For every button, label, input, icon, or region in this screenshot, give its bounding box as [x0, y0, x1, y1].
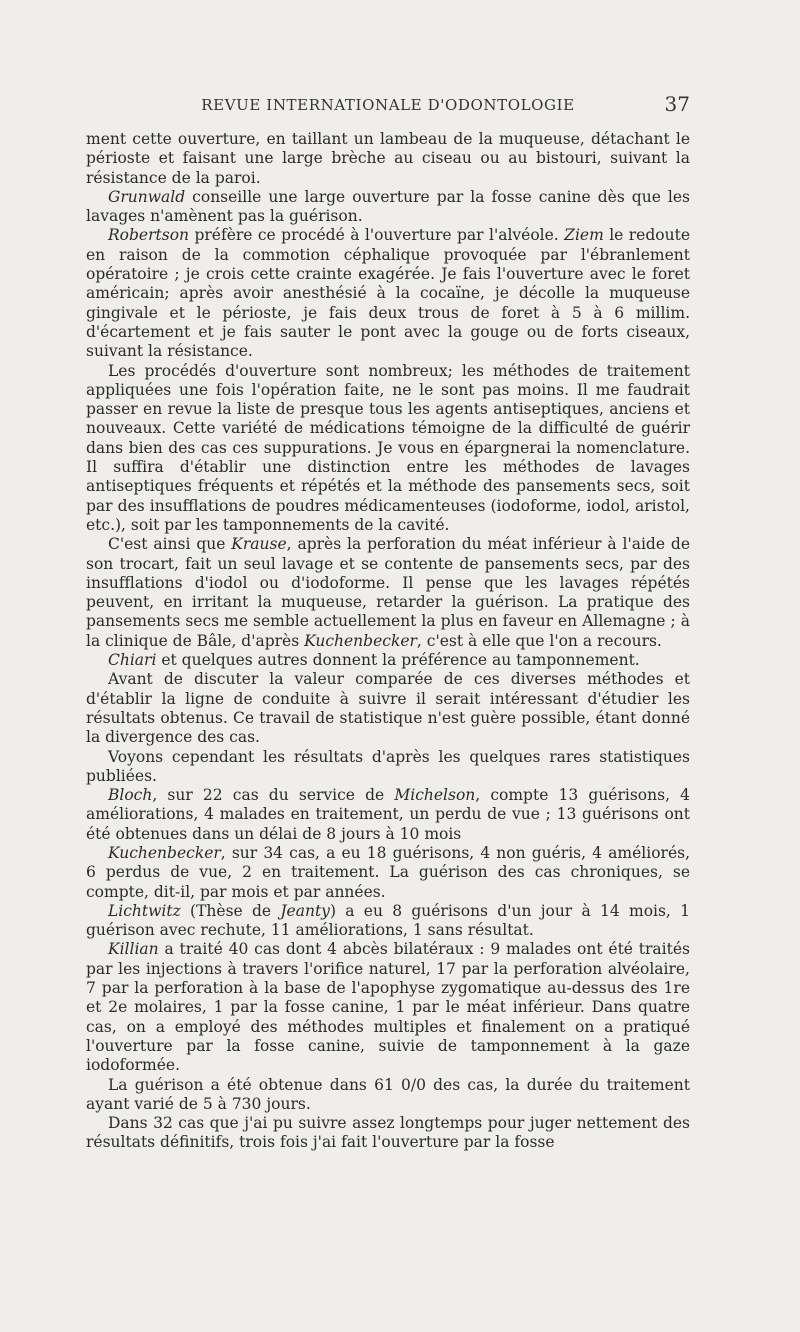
paragraph — [86, 1114, 690, 1153]
paragraph — [86, 188, 690, 227]
author-name: Kuchenbecker — [108, 843, 221, 862]
author-name: Chiari — [108, 651, 157, 670]
text-segment: ment cette ouverture, en taillant un lambeau de la muqueuse, détachant le périoste et faisant une large brèche au ciseau ou au bistouri, suivant la résistance de la paroi. — [86, 130, 690, 187]
paragraph — [86, 786, 690, 844]
paragraph — [86, 670, 690, 747]
page-number: 37 — [664, 92, 690, 116]
paragraph — [86, 748, 690, 787]
running-header — [86, 92, 690, 118]
author-name: Robertson — [108, 226, 190, 245]
paragraph — [86, 535, 690, 651]
text-segment: , compte 13 guérisons, 4 améliorations, 4 malades en traitement, un perdu de vue ; 13 guérisons ont été obtenues dans un délai de 8 jours à 10 mois — [86, 786, 691, 843]
text-segment: conseille une large ouverture par la fosse canine dès que les lavages n'amènent pas la guérison. — [86, 187, 690, 226]
paragraph — [86, 362, 690, 536]
paragraph — [86, 844, 690, 902]
paragraph — [86, 130, 690, 188]
text-segment: Dans 32 cas que j'ai pu suivre assez longtemps pour juger nettement des résultats définitifs, trois fois j'ai fait l'ouverture par la fosse — [86, 1114, 690, 1152]
text-segment: et quelques autres donnent la préférence au tamponnement. — [156, 651, 640, 670]
author-name: Kuchenbecker — [304, 631, 417, 650]
text-segment: le redoute en raison de la commotion céphalique provoquée par l'ébranlement opératoire ; je crois cette crainte exagérée. Je fais l'ouverture avec le foret américain; après avoir anesthésié à la cocaïne, je décolle la muqueuse gingivale et le périoste, je fais deux trous de foret à 5 à 6 millim. d'écartement et je fais sauter le pont avec la gouge ou de forts ciseaux, suivant la résistance. — [86, 226, 690, 361]
author-name: Killian — [108, 940, 159, 959]
author-name: Lichtwitz — [108, 901, 181, 920]
text-segment: Voyons cependant les résultats d'après les quelques rares statistiques publiées. — [86, 747, 690, 785]
paragraph — [86, 940, 690, 1075]
text-segment: préfère ce procédé à l'ouverture par l'alvéole. — [189, 226, 565, 245]
text-segment: C'est ainsi que — [108, 535, 232, 554]
paragraph — [86, 1076, 690, 1115]
author-name: Krause — [231, 535, 287, 554]
text-segment: , c'est à elle que l'on a recours. — [416, 631, 662, 650]
body-text — [86, 130, 690, 1153]
text-segment: Avant de discuter la valeur comparée de ces diverses méthodes et d'établir la ligne de conduite à suivre il serait intéressant d'étudier les résultats obtenus. Ce travail de statistique n'est guère possible, étant donné la divergence des cas. — [86, 670, 690, 747]
text-segment: ) a eu 8 guérisons d'un jour à 14 mois, 1 guérison avec rechute, 11 améliorations, 1 sans résultat. — [86, 901, 690, 940]
author-name: Bloch — [108, 786, 153, 805]
text-segment: , après la perforation du méat inférieur à l'aide de son trocart, fait un seul lavage et se contente de pansements secs, par des insufflations d'iodol ou d'iodoforme. Il pense que les lavages répétés peuvent, en irritant la muqueuse, retarder la guérison. La pratique des pansements secs me semble actuellement la plus en faveur en Allemagne ; à la clinique de Bâle, d'après — [86, 535, 690, 650]
author-name: Grunwald — [108, 187, 186, 206]
text-segment: , sur 34 cas, a eu 18 guérisons, 4 non guéris, 4 améliorés, 6 perdus de vue, 2 en traitement. La guérison des cas chroniques, se compte, dit-il, par mois et par années. — [86, 843, 690, 901]
journal-title: REVUE INTERNATIONALE D'ODONTOLOGIE — [201, 96, 575, 114]
text-segment: La guérison a été obtenue dans 61 0/0 des cas, la durée du traitement ayant varié de 5 à 730 jours. — [86, 1075, 690, 1113]
author-name: Ziem — [564, 226, 604, 245]
paragraph — [86, 226, 690, 361]
text-segment: Les procédés d'ouverture sont nombreux; les méthodes de traitement appliquées une fois l'opération faite, ne le sont pas moins. Il me faudrait passer en revue la liste de presque tous les agents antiseptiques, anciens et nouveaux. Cette variété de médications témoigne de la difficulté de guérir dans bien des cas ces suppurations. Je vous en épargnerai la nomenclature. Il suffira d'établir une distinction entre les méthodes de lavages antiseptiques fréquents et répétés et la méthode des pansements secs, soit par des insufflations de poudres médicamenteuses (iodoforme, iodol, aristol, etc.), soit par les tamponnements de la cavité. — [86, 361, 690, 534]
paragraph — [86, 651, 690, 670]
text-segment: a traité 40 cas dont 4 abcès bilatéraux : 9 malades ont été traités par les injections à travers l'orifice naturel, 17 par la perforation alvéolaire, 7 par la perforation à la base de l'apophyse zygomatique au-dessus des 1re et 2e molaires, 1 par la fosse canine, 1 par le méat inférieur. Dans quatre cas, on a employé des méthodes multiples et finalement on a pratiqué l'ouverture par la fosse canine, suivie de tamponnement à la gaze iodoformée. — [86, 940, 690, 1075]
paragraph — [86, 902, 690, 941]
author-name: Jeanty — [280, 901, 330, 920]
text-segment: (Thèse de — [180, 901, 281, 920]
text-segment: , sur 22 cas du service de — [152, 786, 395, 805]
author-name: Michelson — [394, 786, 476, 805]
